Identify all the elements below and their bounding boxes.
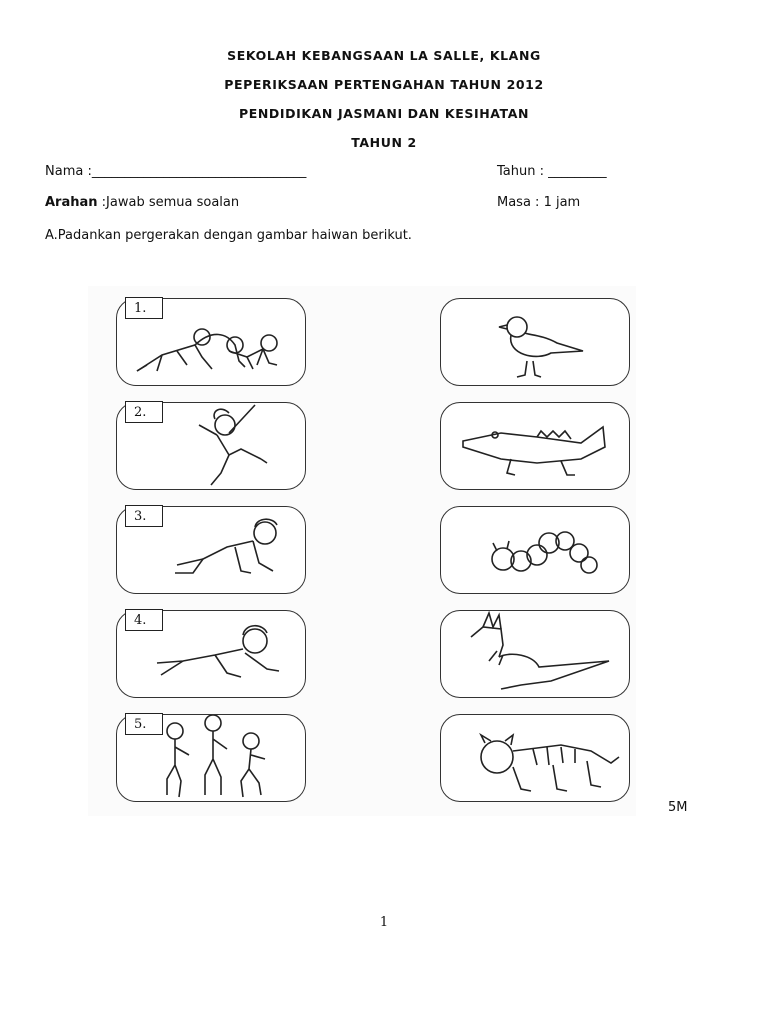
movement-card-1 xyxy=(116,298,306,386)
movement-number: 3. xyxy=(125,505,163,527)
name-field: Nama :_________________________________ xyxy=(45,164,307,179)
subject-title: PENDIDIKAN JASMANI DAN KESIHATAN xyxy=(238,106,530,121)
year-title: TAHUN 2 xyxy=(351,135,417,150)
matching-worksheet xyxy=(88,286,636,816)
movement-number: 4. xyxy=(125,609,163,631)
tiger-icon xyxy=(441,715,631,803)
animal-card-2 xyxy=(440,402,630,490)
bird-icon xyxy=(441,299,631,387)
movement-card-4 xyxy=(116,610,306,698)
instruction-label: Arahan xyxy=(45,195,98,210)
children-hopping-icon xyxy=(117,715,307,803)
school-name: SEKOLAH KEBANGSAAN LA SALLE, KLANG xyxy=(227,48,541,63)
class-field: Tahun : _________ xyxy=(497,164,607,179)
boy-crawling-icon xyxy=(117,507,307,595)
movement-card-2 xyxy=(116,402,306,490)
animal-card-5 xyxy=(440,714,630,802)
marks-label: 5M xyxy=(668,800,688,815)
animal-card-4 xyxy=(440,610,630,698)
animal-card-1 xyxy=(440,298,630,386)
movement-card-3 xyxy=(116,506,306,594)
movement-card-5 xyxy=(116,714,306,802)
animal-card-3 xyxy=(440,506,630,594)
instruction-text: :Jawab semua soalan xyxy=(97,195,240,210)
question-text: A.Padankan pergerakan dengan gambar haiwan berikut. xyxy=(45,228,412,243)
exam-title: PEPERIKSAAN PERTENGAHAN TAHUN 2012 xyxy=(224,77,544,92)
girl-leaping-icon xyxy=(117,403,307,491)
page-number: 1 xyxy=(379,915,389,930)
crocodile-icon xyxy=(441,403,631,491)
time-field: Masa : 1 jam xyxy=(497,195,581,210)
boy-creeping-icon xyxy=(117,611,307,699)
movement-number: 2. xyxy=(125,401,163,423)
movement-number: 5. xyxy=(125,713,163,735)
caterpillar-icon xyxy=(441,507,631,595)
movement-number: 1. xyxy=(125,297,163,319)
instruction xyxy=(45,195,239,210)
children-crawling-in-line-icon xyxy=(117,299,307,387)
kangaroo-icon xyxy=(441,611,631,699)
